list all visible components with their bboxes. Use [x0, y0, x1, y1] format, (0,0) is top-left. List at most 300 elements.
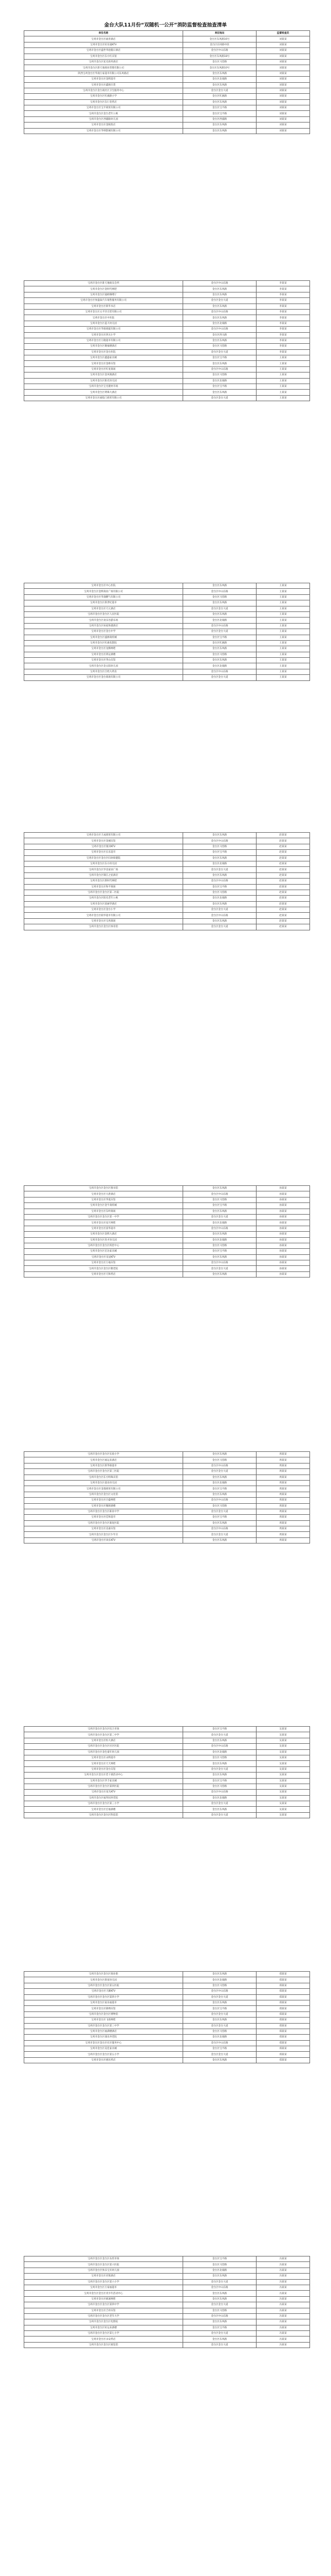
unit-address-cell: 金台区东风路中段	[183, 42, 257, 47]
unit-address-cell: 金台区中山东路	[183, 838, 257, 844]
inspector-cell: 周某某	[257, 1486, 310, 1492]
table-row	[24, 1526, 310, 1532]
inspector-cell: 王某某	[257, 640, 310, 646]
unit-name-cell: 宝鸡市金台区西关小学	[24, 332, 183, 338]
unit-name-cell: 宝鸡市金台区新华书店	[24, 304, 183, 309]
unit-address-cell: 金台区宝平路	[183, 1203, 257, 1209]
unit-name-cell: 宝鸡市金台区家乐福超市	[24, 2000, 183, 2005]
unit-address-cell: 金台区东风路	[183, 2018, 257, 2023]
unit-address-cell: 金台区马营路	[183, 2262, 257, 2268]
inspector-cell: 周某某	[257, 1515, 310, 1520]
table-row	[24, 1209, 310, 1214]
table-row	[24, 1249, 310, 1254]
inspector-cell: 赵某某	[257, 861, 310, 866]
unit-address-cell: 金台区金台大道	[183, 1812, 257, 1818]
table-row	[24, 901, 310, 907]
table-row	[24, 321, 310, 326]
inspector-cell: 李某某	[257, 286, 310, 292]
inspector-cell: 周某某	[257, 1498, 310, 1503]
inspector-cell: 郑某某	[257, 2046, 310, 2052]
inspector-cell: 冯某某	[257, 2319, 310, 2325]
table-row	[24, 640, 310, 646]
unit-name-cell: 宝鸡市金台区华联商厦有限公司	[24, 327, 183, 332]
unit-name-cell: 宝鸡市金台区金台区第五医院	[24, 1983, 183, 1988]
unit-address-cell: 金台区东风路	[183, 1738, 257, 1743]
table-row	[24, 1226, 310, 1231]
unit-address-cell: 金台区金台大道	[183, 867, 257, 872]
unit-address-cell: 金台区东风路	[183, 1475, 257, 1480]
unit-name-cell: 宝鸡市金台区极速网吧	[24, 2296, 183, 2302]
table-row	[24, 344, 310, 349]
unit-address-cell: 金台区中山东路	[183, 1526, 257, 1532]
inspector-cell: 孙某某	[257, 1186, 310, 1191]
unit-address-cell: 金台区宝平路	[183, 2325, 257, 2330]
inspector-cell: 冯某某	[257, 2296, 310, 2302]
table-row	[24, 1232, 310, 1237]
table-row	[24, 1784, 310, 1789]
unit-address-cell: 金台区中山东路	[183, 913, 257, 918]
unit-address-cell: 金台区东风路	[183, 833, 257, 838]
unit-address-cell: 金台区东风路	[183, 1972, 257, 1977]
table-row	[24, 1243, 310, 1248]
inspector-cell: 刘某某	[257, 116, 310, 122]
unit-address-cell: 金台区东风路	[183, 1492, 257, 1497]
unit-address-cell: 金台区中山东路	[183, 1191, 257, 1197]
inspector-cell: 王某某	[257, 629, 310, 635]
table-row	[24, 861, 310, 866]
table-row	[24, 1492, 310, 1497]
inspector-cell: 刘某某	[257, 71, 310, 76]
table-row	[24, 850, 310, 855]
inspector-cell: 王某某	[257, 663, 310, 669]
inspector-cell: 周某某	[257, 1463, 310, 1468]
unit-address-cell: 金台区东风路	[183, 901, 257, 907]
inspector-cell: 周某某	[257, 1475, 310, 1480]
table-row	[24, 1520, 310, 1526]
unit-name-cell: 宝鸡市金台区天籁KTV	[24, 1989, 183, 1994]
unit-address-cell: 金台区中山东路	[183, 589, 257, 594]
table-row	[24, 59, 310, 65]
unit-address-cell: 金台区中山东路	[183, 1463, 257, 1468]
table-row	[24, 332, 310, 338]
inspector-cell: 郑某某	[257, 2006, 310, 2011]
inspector-cell: 孙某某	[257, 1209, 310, 1214]
inspector-cell: 周某某	[257, 1480, 310, 1486]
table-row	[24, 855, 310, 861]
unit-name-cell: 宝鸡市金台区金台区职业中学	[24, 1509, 183, 1514]
table-row	[24, 281, 310, 286]
unit-address-cell: 金台区中山东路	[183, 327, 257, 332]
unit-name-cell: 宝鸡市金台区金台区青少年活动中心	[24, 2291, 183, 2296]
list-page	[24, 2256, 306, 2348]
inspector-cell: 王某某	[257, 652, 310, 657]
table-row	[24, 105, 310, 111]
inspector-cell: 冯某某	[257, 2325, 310, 2330]
unit-address-cell: 金台区马营路	[183, 2029, 257, 2034]
unit-name-cell: 宝鸡市金台区金台区老干部活动中心	[24, 1773, 183, 1778]
table-row	[24, 1266, 310, 1271]
table-row	[24, 663, 310, 669]
table-row	[24, 327, 310, 332]
inspector-cell: 郑某某	[257, 1994, 310, 2000]
table-row	[24, 2302, 310, 2308]
table-row	[24, 629, 310, 635]
unit-address-cell: 金台区中山东路	[183, 366, 257, 372]
inspector-cell: 郑某某	[257, 2023, 310, 2029]
table-row	[24, 1503, 310, 1509]
inspector-cell: 赵某某	[257, 867, 310, 872]
unit-address-cell: 金台区马营路	[183, 1755, 257, 1760]
inspector-cell: 王某某	[257, 583, 310, 589]
unit-address-cell: 金台区金台大道	[183, 675, 257, 680]
unit-address-cell: 金台区东风路	[183, 1271, 257, 1277]
table-row	[24, 867, 310, 872]
unit-address-cell: 金台区东风路	[183, 1186, 257, 1191]
inspector-cell: 王某某	[257, 395, 310, 401]
table-row	[24, 1537, 310, 1543]
unit-name-cell: 宝鸡市金台区红星商场	[24, 366, 183, 372]
inspector-cell: 孙某某	[257, 1220, 310, 1226]
unit-name-cell: 宝鸡市金台区龙腾网吧	[24, 646, 183, 652]
inspector-cell: 王某某	[257, 355, 310, 361]
unit-address-cell: 金台区中山东路	[183, 1989, 257, 1994]
list-page	[24, 30, 306, 134]
inspector-cell: 刘某某	[257, 54, 310, 59]
unit-address-cell: 金台区东风路	[183, 390, 257, 395]
unit-address-cell: 金台区中山东路	[183, 669, 257, 674]
unit-name-cell: 宝鸡市金台区金台观社区卫生服务中心	[24, 88, 183, 93]
inspector-cell: 冯某某	[257, 2274, 310, 2279]
unit-address-cell: 金台区中山东路	[183, 309, 257, 315]
unit-name-cell: 宝鸡市金台区金台区人民医院	[24, 611, 183, 617]
table-row	[24, 2325, 310, 2330]
unit-name-cell: 宝鸡市金台区东方明珠宾馆	[24, 1475, 183, 1480]
unit-address-cell: 金台区东风路	[183, 71, 257, 76]
inspector-cell: 赵某某	[257, 872, 310, 878]
inspector-cell: 刘某某	[257, 105, 310, 111]
table-row	[24, 1972, 310, 1977]
table-row	[24, 2274, 310, 2279]
unit-name-cell: 宝鸡市金台区明珠大酒店	[24, 390, 183, 395]
unit-name-cell: 宝鸡市金台区万福宾馆	[24, 1260, 183, 1266]
unit-name-cell: 宝鸡市金台区金台区第四医院	[24, 1784, 183, 1789]
unit-address-cell: 金台区马营路	[183, 1784, 257, 1789]
unit-address-cell: 金台区东风路	[183, 2319, 257, 2325]
inspector-cell: 刘某某	[257, 48, 310, 54]
table-row	[24, 669, 310, 674]
page-title: 金台大队11月份“双随机一公开”消防监督检查抽查清单	[104, 23, 227, 28]
unit-name-cell: 宝鸡市金台区金台医院	[24, 349, 183, 355]
table-row	[24, 1812, 310, 1818]
unit-address-cell: 金台区金台大道	[183, 395, 257, 401]
unit-address-cell: 金台区北坡路	[183, 321, 257, 326]
unit-name-cell: 宝鸡市金台区金台区文化馆	[24, 1492, 183, 1497]
unit-name-cell: 宝鸡市金台区金辉超市	[24, 77, 183, 82]
unit-address-cell: 金台区金台大道	[183, 924, 257, 930]
unit-address-cell: 金台区金台大道	[183, 1732, 257, 1738]
inspector-cell: 刘某某	[257, 42, 310, 47]
table-row	[24, 372, 310, 378]
inspector-cell: 冯某某	[257, 2331, 310, 2337]
table-row	[24, 77, 310, 82]
unit-address-cell: 金台区宝平路	[183, 635, 257, 640]
table-row	[24, 366, 310, 372]
unit-address-cell: 金台区宝平路	[183, 1249, 257, 1254]
inspector-cell: 李某某	[257, 321, 310, 326]
table-row	[24, 924, 310, 930]
unit-name-cell: 宝鸡市金台区金色童年幼儿园	[24, 1749, 183, 1755]
inspection-table	[24, 1726, 310, 1818]
table-row	[24, 2057, 310, 2063]
unit-address-cell: 金台区中山东路	[183, 2285, 257, 2290]
unit-name-cell: 宝鸡市金台区金太阳幼儿园	[24, 663, 183, 669]
table-row	[24, 1214, 310, 1220]
unit-address-cell: 金台区马营路	[183, 59, 257, 65]
inspector-cell: 周某某	[257, 1537, 310, 1543]
unit-name-cell: 宝鸡市金台区金辉商业广场有限公司	[24, 589, 183, 594]
unit-address-cell: 金台区金台大道	[183, 1766, 257, 1772]
unit-address-cell: 金台区金台大道	[183, 907, 257, 913]
table-row	[24, 2256, 310, 2262]
table-row	[24, 1738, 310, 1743]
unit-address-cell: 金台区北坡路	[183, 378, 257, 384]
table-row	[24, 395, 310, 401]
unit-name-cell: 宝鸡市金台区金辉大酒店	[24, 1232, 183, 1237]
inspector-cell: 吴某某	[257, 1778, 310, 1784]
unit-address-cell: 金台区马营路	[183, 1243, 257, 1248]
inspector-cell: 郑某某	[257, 2029, 310, 2034]
table-row	[24, 1983, 310, 1988]
table-row	[24, 1761, 310, 1766]
unit-address-cell: 金台区北坡路	[183, 618, 257, 623]
unit-name-cell: 宝鸡市金台区银河KTV	[24, 844, 183, 849]
inspector-cell: 吴某某	[257, 1801, 310, 1807]
unit-name-cell: 宝鸡市金台区天成商贸有限公司	[24, 833, 183, 838]
list-page	[24, 280, 306, 401]
inspection-table	[24, 2256, 310, 2348]
inspector-cell: 刘某某	[257, 99, 310, 105]
unit-address-cell: 金台区东风路	[183, 1209, 257, 1214]
table-row	[24, 918, 310, 924]
unit-name-cell: 宝鸡市金台区如家快捷酒店	[24, 623, 183, 629]
table-row	[24, 594, 310, 600]
table-row	[24, 315, 310, 321]
unit-address-cell: 金台区金台大道	[183, 1509, 257, 1514]
unit-name-cell: 宝鸡市金台区新华联超市	[24, 1463, 183, 1468]
unit-name-cell: 宝鸡市金台区金台区实验小学	[24, 1452, 183, 1457]
unit-address-cell: 金台区宝平路	[183, 355, 257, 361]
inspector-cell: 孙某某	[257, 1260, 310, 1266]
unit-address-cell: 金台区东风路	[183, 2291, 257, 2296]
unit-address-cell: 金台区东风路	[183, 872, 257, 878]
unit-name-cell: 宝鸡市金台区盛源商贸城	[24, 635, 183, 640]
inspector-cell: 吴某某	[257, 1766, 310, 1772]
unit-name-cell: 宝鸡市金台区金台区第三中学	[24, 2023, 183, 2029]
unit-name-cell: 宝鸡市金台区金台区第二医院	[24, 890, 183, 895]
unit-name-cell: 宝鸡市金台区百盛网吧	[24, 1498, 183, 1503]
unit-name-cell: 宝鸡市金台区金台区妇幼保健院	[24, 855, 183, 861]
table-row	[24, 1452, 310, 1457]
unit-address-cell: 金台区金台大道	[183, 2011, 257, 2017]
table-row	[24, 1790, 310, 1795]
inspector-cell: 赵某某	[257, 855, 310, 861]
unit-name-cell: 宝鸡市金台区金台宾馆	[24, 1766, 183, 1772]
inspector-cell: 吴某某	[257, 1773, 310, 1778]
table-row	[24, 65, 310, 71]
unit-address-cell: 金台区红旗路	[183, 640, 257, 646]
unit-address-cell: 金台区红旗路	[183, 94, 257, 99]
unit-name-cell: 宝鸡市金台区金台区第二中学	[24, 1732, 183, 1738]
unit-name-cell: 宝鸡市金台区金台区第四中学	[24, 2302, 183, 2308]
unit-address-cell: 金台区马营路	[183, 1983, 257, 1988]
unit-name-cell: 宝鸡市金台区金台区农贸市场	[24, 2256, 183, 2262]
unit-name-cell: 宝鸡市金台区华丰家具城	[24, 1778, 183, 1784]
table-row	[24, 2268, 310, 2273]
unit-address-cell: 金台区东风路	[183, 1761, 257, 1766]
table-row	[24, 890, 310, 895]
unit-address-cell: 金台区东风路	[183, 338, 257, 343]
inspector-cell: 郑某某	[257, 2011, 310, 2017]
inspector-cell: 李某某	[257, 349, 310, 355]
unit-address-cell: 金台区北坡路	[183, 861, 257, 866]
unit-address-cell: 金台区北坡路	[183, 896, 257, 901]
unit-name-cell: 宝鸡市金台区金台区第六医院	[24, 2262, 183, 2268]
table-row	[24, 646, 310, 652]
unit-address-cell: 金台区金台大道	[183, 298, 257, 304]
unit-name-cell: 宝鸡市金台区锦绣宾馆	[24, 2006, 183, 2011]
table-row	[24, 2018, 310, 2023]
inspector-cell: 郑某某	[257, 2040, 310, 2046]
inspection-table	[24, 30, 310, 134]
unit-address-cell: 金台区金台大道	[183, 88, 257, 93]
unit-address-cell: 金台区东风路	[183, 1254, 257, 1260]
unit-address-cell: 金台区东风路	[183, 646, 257, 652]
unit-name-cell: 宝鸡市金台区福满楼酒店	[24, 2029, 183, 2034]
table-row	[24, 116, 310, 122]
unit-address-cell: 金台区宝平路	[183, 884, 257, 890]
inspector-cell: 李某某	[257, 298, 310, 304]
inspector-cell: 吴某某	[257, 1738, 310, 1743]
table-row	[24, 583, 310, 589]
table-row	[24, 1766, 310, 1772]
table-row	[24, 1509, 310, 1514]
unit-address-cell: 金台区宝平路	[183, 111, 257, 116]
unit-address-cell: 金台区马营路	[183, 1503, 257, 1509]
unit-name-cell: 宝鸡市金台区蓝天幼儿园	[24, 321, 183, 326]
unit-name-cell: 宝鸡市金台区天天网吧	[24, 1761, 183, 1766]
unit-name-cell: 宝鸡市金台区吉祥宾馆	[24, 2308, 183, 2313]
inspector-cell: 赵某某	[257, 918, 310, 924]
unit-address-cell: 金台区东风路	[183, 2296, 257, 2302]
unit-name-cell: 宝鸡市金台区东岭商场	[24, 1209, 183, 1214]
inspector-cell: 吴某某	[257, 1732, 310, 1738]
unit-address-cell: 金台区中山东路	[183, 48, 257, 54]
inspector-cell: 冯某某	[257, 2279, 310, 2285]
inspector-cell: 郑某某	[257, 1972, 310, 1977]
inspector-cell: 李某某	[257, 344, 310, 349]
inspector-cell: 孙某某	[257, 1203, 310, 1209]
table-row	[24, 2029, 310, 2034]
unit-name-cell: 宝鸡市金台区童乐幼儿园	[24, 1480, 183, 1486]
table-row	[24, 635, 310, 640]
unit-name-cell: 宝鸡市金台区新天地商业管理有限公司	[24, 65, 183, 71]
inspector-cell: 孙某某	[257, 1191, 310, 1197]
unit-address-cell: 金台区中山东路	[183, 879, 257, 884]
table-row	[24, 1795, 310, 1801]
table-row	[24, 48, 310, 54]
unit-name-cell: 宝鸡市金台区宏福酒楼	[24, 1807, 183, 1812]
unit-address-cell: 金台区中山东路	[183, 1790, 257, 1795]
inspector-cell: 周某某	[257, 1452, 310, 1457]
unit-name-cell: 宝鸡市金台区金台区体育馆	[24, 924, 183, 930]
inspector-cell: 周某某	[257, 1492, 310, 1497]
inspector-cell: 王某某	[257, 372, 310, 378]
inspector-cell: 李某某	[257, 292, 310, 297]
table-row	[24, 111, 310, 116]
table-row	[24, 1463, 310, 1468]
unit-address-cell: 金台区金台大道	[183, 629, 257, 635]
unit-address-cell: 金台区北坡路	[183, 1220, 257, 1226]
unit-name-cell: 宝鸡市金台区华润燃气有限公司	[24, 594, 183, 600]
inspector-cell: 刘某某	[257, 77, 310, 82]
inspector-cell: 周某某	[257, 1509, 310, 1514]
unit-address-cell: 金台区金台大道	[183, 1801, 257, 1807]
inspector-cell: 郑某某	[257, 1989, 310, 1994]
inspector-cell: 冯某某	[257, 2313, 310, 2319]
inspector-cell: 冯某某	[257, 2302, 310, 2308]
inspector-cell: 郑某某	[257, 2000, 310, 2005]
inspector-cell: 孙某某	[257, 1266, 310, 1271]
unit-address-cell: 金台区金台大道	[183, 2052, 257, 2057]
unit-address-cell: 金台区东风路18号	[183, 54, 257, 59]
inspector-cell: 赵某某	[257, 879, 310, 884]
unit-name-cell: 宝鸡市金台区阳光老年公寓	[24, 896, 183, 901]
unit-address-cell: 金台区东风路	[183, 1232, 257, 1237]
table-row	[24, 1977, 310, 1983]
table-row	[24, 600, 310, 606]
table-row	[24, 1755, 310, 1760]
table-row	[24, 844, 310, 849]
unit-name-cell: 宝鸡市金台区华夏宾馆	[24, 1197, 183, 1202]
table-row	[24, 54, 310, 59]
unit-address-cell: 金台区东风路	[183, 611, 257, 617]
table-row	[24, 1203, 310, 1209]
inspector-cell: 赵某某	[257, 924, 310, 930]
table-row	[24, 2337, 310, 2342]
unit-address-cell: 金台区金台大道	[183, 2279, 257, 2285]
unit-name-cell: 宝鸡市金台区和平商场	[24, 884, 183, 890]
unit-address-cell: 金台区金台大道	[183, 1469, 257, 1475]
unit-address-cell: 金台区中山东路	[183, 1498, 257, 1503]
table-row	[24, 2279, 310, 2285]
unit-address-cell: 金台区东风路	[183, 292, 257, 297]
list-page	[24, 1185, 306, 1278]
inspection-table	[24, 280, 310, 401]
inspector-cell: 吴某某	[257, 1744, 310, 1749]
table-row	[24, 1727, 310, 1732]
unit-name-cell: 宝鸡市金台区宏达家具城	[24, 1249, 183, 1254]
unit-name-cell: 宝鸡市金台区金台区康复医院	[24, 1520, 183, 1526]
table-row	[24, 1220, 310, 1226]
unit-name-cell: 宝鸡市金台区金台商场有限公司	[24, 675, 183, 680]
unit-name-cell: 宝鸡市金台区太平洋百货有限公司	[24, 309, 183, 315]
unit-address-cell: 金台区中山东路	[183, 1744, 257, 1749]
table-row	[24, 1197, 310, 1202]
unit-address-cell: 金台区金台大道	[183, 1994, 257, 2000]
inspector-cell: 王某某	[257, 594, 310, 600]
table-row	[24, 123, 310, 128]
unit-name-cell: 宝鸡市金台区福临门商贸有限公司	[24, 395, 183, 401]
